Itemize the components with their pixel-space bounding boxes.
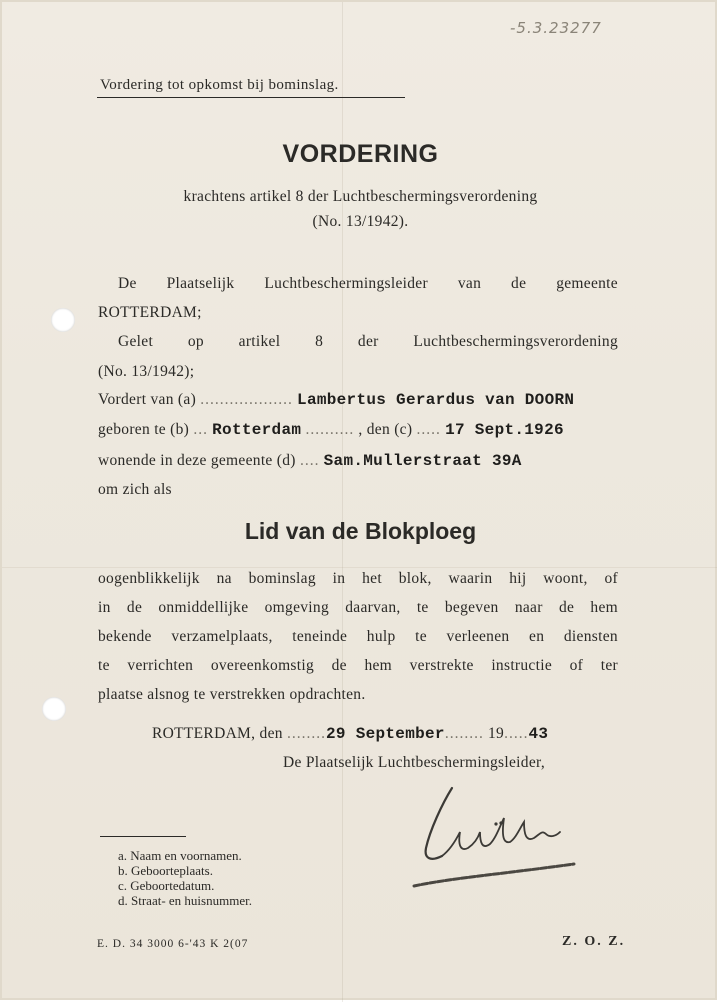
word: hem (590, 599, 618, 616)
word: van (457, 275, 482, 292)
dotted-leader: .... (299, 452, 320, 469)
role-intro: om zich als (98, 481, 172, 498)
word: oogenblikkelijk (98, 570, 200, 587)
word: Luchtbeschermingsleider (264, 275, 428, 292)
footnote-d: d. Straat- en huisnummer. (118, 893, 252, 908)
header-underline (97, 97, 405, 98)
paragraph-1-line-1 (118, 275, 618, 293)
word: waarin (448, 570, 493, 587)
field-address-value: Sam.Mullerstraat 39A (323, 452, 522, 470)
date-place: ROTTERDAM, (152, 725, 256, 742)
field-label-a: Vordert van (a) (98, 391, 197, 408)
please-turn-over: Z. O. Z. (562, 934, 626, 949)
punch-hole (42, 697, 66, 721)
field-name-value: Lambertus Gerardus van DOORN (297, 391, 575, 409)
date-day-month-value: 29 September (325, 725, 445, 743)
word: gemeente (556, 275, 618, 292)
word: 8 (315, 333, 324, 350)
word: te (415, 628, 427, 645)
word: te (98, 657, 110, 674)
word: hulp (366, 628, 396, 645)
subtitle-line-1: krachtens artikel 8 der Luchtbeschermingsverordening (183, 188, 538, 205)
paper-fold-horizontal (2, 567, 717, 568)
word: naar (514, 599, 543, 616)
archive-number: -5.3.23277 (510, 19, 602, 37)
word: blok, (398, 570, 432, 587)
punch-hole (51, 308, 75, 332)
signature-image (412, 782, 587, 897)
word: ter (600, 657, 618, 674)
word: op (187, 333, 204, 350)
field-address-row (98, 452, 522, 470)
word: of (569, 657, 584, 674)
regulation-reference: (No. 13/1942); (98, 363, 195, 380)
word: hij (509, 570, 527, 587)
footnote-c: c. Geboortedatum. (118, 878, 215, 893)
field-label-c: , den (c) (358, 421, 413, 438)
body-line-1 (98, 570, 618, 588)
word: de (331, 657, 347, 674)
dotted-leader: ................... (200, 391, 293, 408)
paragraph-2-line-1 (118, 333, 618, 351)
field-birthdate-value: 17 Sept.1926 (445, 421, 564, 439)
footnote-b: b. Geboorteplaats. (118, 863, 213, 878)
body-line-2 (98, 599, 618, 617)
word: verstrekte (409, 657, 474, 674)
word: diensten (563, 628, 618, 645)
dotted-leader: ..... (416, 421, 441, 438)
word: na (216, 570, 232, 587)
dotted-leader: .......... (305, 421, 355, 438)
word: Gelet (118, 333, 154, 350)
field-label-b: geboren te (b) (98, 421, 190, 438)
date-year-value: 43 (528, 725, 549, 743)
word: onmiddellijke (158, 599, 249, 616)
field-birthplace-value: Rotterdam (212, 421, 302, 439)
print-code: E. D. 34 3000 6-'43 K 2(07 (97, 938, 249, 950)
word: De (118, 275, 137, 292)
word: begeven (444, 599, 499, 616)
role-title: Lid van de Blokploeg (244, 518, 477, 544)
dotted-leader: ........ (444, 725, 484, 742)
word: te (416, 599, 429, 616)
word: de (511, 275, 527, 292)
dotted-leader: ... (193, 421, 208, 438)
word: de (558, 599, 575, 616)
body-line-4 (98, 657, 618, 675)
word: verzamelplaats, (171, 628, 273, 645)
field-label-d: wonende in deze gemeente (d) (98, 452, 296, 469)
date-year-prefix: 19 (488, 725, 505, 742)
subtitle-line-2: (No. 13/1942). (312, 213, 409, 230)
word: het (362, 570, 382, 587)
word: hem (364, 657, 393, 674)
signature-title: De Plaatselijk Luchtbeschermingsleider, (283, 754, 546, 771)
field-name-row (98, 391, 574, 409)
dotted-leader: ........ (286, 725, 326, 742)
word: der (357, 333, 379, 350)
word: bominslag (248, 570, 316, 587)
word: omgeving (264, 599, 330, 616)
body-line-5: plaatse alsnog te verstrekken opdrachten. (98, 686, 366, 703)
word: bekende (98, 628, 152, 645)
date-line (152, 725, 548, 743)
word: teneinde (292, 628, 348, 645)
dotted-leader: ..... (504, 725, 529, 742)
body-line-3 (98, 628, 618, 646)
date-den: den (259, 725, 283, 742)
document-title: VORDERING (282, 140, 439, 168)
word: de (126, 599, 143, 616)
word: instructie (491, 657, 553, 674)
word: verleenen (446, 628, 510, 645)
footnote-a: a. Naam en voornamen. (118, 848, 242, 863)
field-birth-row (98, 421, 564, 439)
footnote-rule (100, 836, 186, 837)
word: Luchtbeschermingsverordening (413, 333, 618, 350)
word: in (98, 599, 111, 616)
word: in (332, 570, 346, 587)
word: daarvan, (345, 599, 401, 616)
footnotes (118, 848, 252, 908)
word: of (604, 570, 618, 587)
word: artikel (238, 333, 281, 350)
document-header: Vordering tot opkomst bij bominslag. (100, 77, 339, 93)
word: overeenkomstig (210, 657, 315, 674)
word: en (529, 628, 545, 645)
word: Plaatselijk (166, 275, 235, 292)
municipality: ROTTERDAM; (98, 304, 202, 321)
word: verrichten (127, 657, 194, 674)
word: woont, (543, 570, 588, 587)
